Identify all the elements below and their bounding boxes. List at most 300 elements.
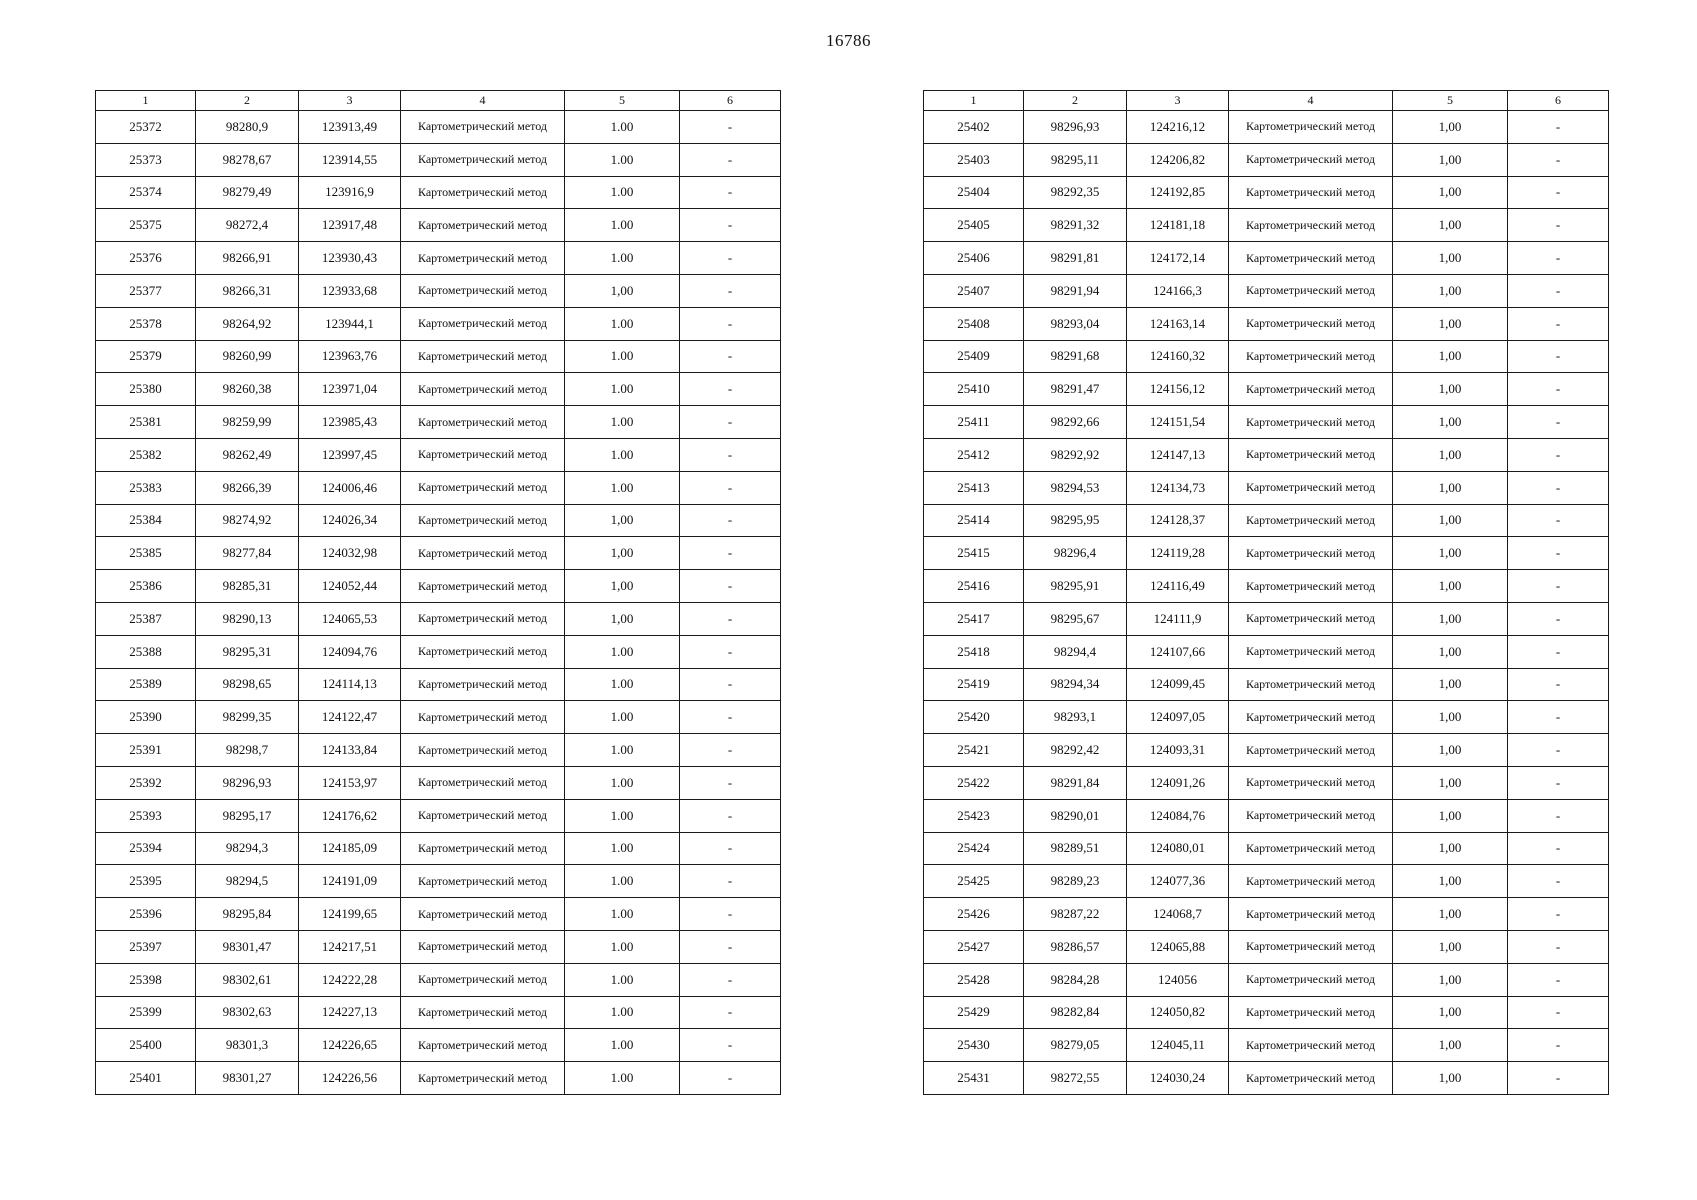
page-number: 16786: [826, 31, 871, 50]
description-cell: -: [1508, 176, 1609, 209]
precision-cell: 1.00: [565, 1029, 680, 1062]
table-row: [96, 635, 781, 668]
precision-cell: 1,00: [1393, 996, 1508, 1029]
x-coordinate-cell: 98274,92: [196, 504, 299, 537]
description-cell: -: [1508, 274, 1609, 307]
x-coordinate-cell: 98295,11: [1024, 143, 1127, 176]
x-coordinate-cell: 98295,67: [1024, 602, 1127, 635]
table-row: [924, 734, 1609, 767]
y-coordinate-cell: 124050,82: [1127, 996, 1229, 1029]
x-coordinate-cell: 98280,9: [196, 111, 299, 144]
precision-cell: 1,00: [1393, 930, 1508, 963]
description-cell: -: [1508, 832, 1609, 865]
description-cell: -: [1508, 996, 1609, 1029]
table-row: [924, 242, 1609, 275]
table-row: [924, 537, 1609, 570]
table-row: [924, 373, 1609, 406]
x-coordinate-cell: 98294,3: [196, 832, 299, 865]
column-header-3: 3: [1127, 91, 1229, 111]
precision-cell: 1.00: [565, 307, 680, 340]
description-cell: -: [680, 996, 781, 1029]
description-cell: -: [680, 373, 781, 406]
point-number-cell: 25385: [96, 537, 196, 570]
y-coordinate-cell: 123917,48: [299, 209, 401, 242]
table-row: [924, 930, 1609, 963]
point-number-cell: 25372: [96, 111, 196, 144]
description-cell: -: [1508, 1062, 1609, 1095]
method-cell: Картометрический метод: [401, 898, 565, 931]
precision-cell: 1,00: [1393, 209, 1508, 242]
x-coordinate-cell: 98296,93: [196, 766, 299, 799]
y-coordinate-cell: 124065,53: [299, 602, 401, 635]
point-number-cell: 25417: [924, 602, 1024, 635]
column-header-2: 2: [1024, 91, 1127, 111]
precision-cell: 1.00: [565, 963, 680, 996]
table-row: [924, 1062, 1609, 1095]
method-cell: Картометрический метод: [1229, 307, 1393, 340]
x-coordinate-cell: 98296,4: [1024, 537, 1127, 570]
x-coordinate-cell: 98291,81: [1024, 242, 1127, 275]
x-coordinate-cell: 98290,01: [1024, 799, 1127, 832]
method-cell: Картометрический метод: [401, 602, 565, 635]
table-row: [924, 832, 1609, 865]
point-number-cell: 25393: [96, 799, 196, 832]
y-coordinate-cell: 124122,47: [299, 701, 401, 734]
table-row: [924, 176, 1609, 209]
description-cell: -: [1508, 504, 1609, 537]
description-cell: -: [1508, 1029, 1609, 1062]
method-cell: Картометрический метод: [401, 373, 565, 406]
point-number-cell: 25430: [924, 1029, 1024, 1062]
y-coordinate-cell: 123914,55: [299, 143, 401, 176]
x-coordinate-cell: 98291,32: [1024, 209, 1127, 242]
description-cell: -: [680, 307, 781, 340]
precision-cell: 1,00: [1393, 373, 1508, 406]
x-coordinate-cell: 98294,34: [1024, 668, 1127, 701]
precision-cell: 1,00: [1393, 734, 1508, 767]
precision-cell: 1.00: [565, 406, 680, 439]
x-coordinate-cell: 98295,31: [196, 635, 299, 668]
point-number-cell: 25406: [924, 242, 1024, 275]
column-header-6: 6: [680, 91, 781, 111]
table-row: [96, 373, 781, 406]
y-coordinate-cell: 124045,11: [1127, 1029, 1229, 1062]
method-cell: Картометрический метод: [1229, 930, 1393, 963]
point-number-cell: 25392: [96, 766, 196, 799]
method-cell: Картометрический метод: [1229, 668, 1393, 701]
table-row: [96, 898, 781, 931]
method-cell: Картометрический метод: [1229, 635, 1393, 668]
precision-cell: 1,00: [1393, 799, 1508, 832]
method-cell: Картометрический метод: [401, 1062, 565, 1095]
precision-cell: 1,00: [1393, 963, 1508, 996]
method-cell: Картометрический метод: [1229, 504, 1393, 537]
method-cell: Картометрический метод: [401, 176, 565, 209]
y-coordinate-cell: 124191,09: [299, 865, 401, 898]
precision-cell: 1,00: [1393, 766, 1508, 799]
table-row: [96, 701, 781, 734]
y-coordinate-cell: 123997,45: [299, 438, 401, 471]
point-number-cell: 25409: [924, 340, 1024, 373]
point-number-cell: 25386: [96, 570, 196, 603]
x-coordinate-cell: 98272,55: [1024, 1062, 1127, 1095]
x-coordinate-cell: 98260,99: [196, 340, 299, 373]
method-cell: Картометрический метод: [1229, 537, 1393, 570]
x-coordinate-cell: 98298,7: [196, 734, 299, 767]
y-coordinate-cell: 124176,62: [299, 799, 401, 832]
y-coordinate-cell: 124185,09: [299, 832, 401, 865]
x-coordinate-cell: 98295,91: [1024, 570, 1127, 603]
method-cell: Картометрический метод: [401, 701, 565, 734]
column-header-3: 3: [299, 91, 401, 111]
table-row: [924, 996, 1609, 1029]
method-cell: Картометрический метод: [1229, 274, 1393, 307]
y-coordinate-cell: 124147,13: [1127, 438, 1229, 471]
y-coordinate-cell: 123971,04: [299, 373, 401, 406]
x-coordinate-cell: 98266,91: [196, 242, 299, 275]
point-number-cell: 25418: [924, 635, 1024, 668]
y-coordinate-cell: 124052,44: [299, 570, 401, 603]
point-number-cell: 25397: [96, 930, 196, 963]
point-number-cell: 25394: [96, 832, 196, 865]
y-coordinate-cell: 124030,24: [1127, 1062, 1229, 1095]
precision-cell: 1.00: [565, 176, 680, 209]
precision-cell: 1.00: [565, 340, 680, 373]
y-coordinate-cell: 124222,28: [299, 963, 401, 996]
table-row: [96, 734, 781, 767]
table-row: [924, 963, 1609, 996]
x-coordinate-cell: 98287,22: [1024, 898, 1127, 931]
table-row: [96, 799, 781, 832]
method-cell: Картометрический метод: [401, 668, 565, 701]
point-number-cell: 25400: [96, 1029, 196, 1062]
x-coordinate-cell: 98293,04: [1024, 307, 1127, 340]
description-cell: -: [680, 143, 781, 176]
description-cell: -: [680, 471, 781, 504]
method-cell: Картометрический метод: [1229, 373, 1393, 406]
table-row: [924, 504, 1609, 537]
y-coordinate-cell: 123930,43: [299, 242, 401, 275]
method-cell: Картометрический метод: [401, 865, 565, 898]
x-coordinate-cell: 98295,95: [1024, 504, 1127, 537]
table-row: [96, 340, 781, 373]
point-number-cell: 25425: [924, 865, 1024, 898]
y-coordinate-cell: 124151,54: [1127, 406, 1229, 439]
method-cell: Картометрический метод: [401, 930, 565, 963]
table-body: [96, 111, 781, 1095]
y-coordinate-cell: 124080,01: [1127, 832, 1229, 865]
table-row: [924, 898, 1609, 931]
x-coordinate-cell: 98289,23: [1024, 865, 1127, 898]
x-coordinate-cell: 98266,31: [196, 274, 299, 307]
x-coordinate-cell: 98293,1: [1024, 701, 1127, 734]
point-number-cell: 25428: [924, 963, 1024, 996]
y-coordinate-cell: 123944,1: [299, 307, 401, 340]
description-cell: -: [680, 734, 781, 767]
table-row: [96, 602, 781, 635]
precision-cell: 1.00: [565, 865, 680, 898]
y-coordinate-cell: 124091,26: [1127, 766, 1229, 799]
method-cell: Картометрический метод: [1229, 471, 1393, 504]
description-cell: -: [1508, 766, 1609, 799]
precision-cell: 1,00: [1393, 1029, 1508, 1062]
table-row: [924, 766, 1609, 799]
point-number-cell: 25383: [96, 471, 196, 504]
method-cell: Картометрический метод: [401, 471, 565, 504]
x-coordinate-cell: 98272,4: [196, 209, 299, 242]
table-row: [924, 274, 1609, 307]
y-coordinate-cell: 124172,14: [1127, 242, 1229, 275]
precision-cell: 1.00: [565, 438, 680, 471]
precision-cell: 1.00: [565, 832, 680, 865]
column-header-5: 5: [1393, 91, 1508, 111]
point-number-cell: 25422: [924, 766, 1024, 799]
precision-cell: 1,00: [1393, 406, 1508, 439]
method-cell: Картометрический метод: [1229, 865, 1393, 898]
method-cell: Картометрический метод: [401, 996, 565, 1029]
table-row: [924, 406, 1609, 439]
method-cell: Картометрический метод: [401, 504, 565, 537]
method-cell: Картометрический метод: [1229, 242, 1393, 275]
description-cell: -: [680, 209, 781, 242]
x-coordinate-cell: 98264,92: [196, 307, 299, 340]
description-cell: -: [1508, 471, 1609, 504]
table-row: [96, 406, 781, 439]
y-coordinate-cell: 124153,97: [299, 766, 401, 799]
table-row: [96, 766, 781, 799]
point-number-cell: 25377: [96, 274, 196, 307]
table-row: [96, 1029, 781, 1062]
method-cell: Картометрический метод: [1229, 898, 1393, 931]
precision-cell: 1,00: [1393, 832, 1508, 865]
x-coordinate-cell: 98262,49: [196, 438, 299, 471]
point-number-cell: 25414: [924, 504, 1024, 537]
precision-cell: 1,00: [565, 570, 680, 603]
header-row: [924, 91, 1609, 111]
y-coordinate-cell: 124217,51: [299, 930, 401, 963]
y-coordinate-cell: 124056: [1127, 963, 1229, 996]
precision-cell: 1.00: [565, 209, 680, 242]
table-row: [924, 799, 1609, 832]
precision-cell: 1.00: [565, 734, 680, 767]
method-cell: Картометрический метод: [1229, 602, 1393, 635]
method-cell: Картометрический метод: [1229, 701, 1393, 734]
y-coordinate-cell: 124111,9: [1127, 602, 1229, 635]
x-coordinate-cell: 98260,38: [196, 373, 299, 406]
table-row: [924, 602, 1609, 635]
table-row: [96, 438, 781, 471]
x-coordinate-cell: 98301,47: [196, 930, 299, 963]
precision-cell: 1,00: [1393, 1062, 1508, 1095]
column-header-5: 5: [565, 91, 680, 111]
y-coordinate-cell: 123916,9: [299, 176, 401, 209]
table-row: [96, 537, 781, 570]
y-coordinate-cell: 123933,68: [299, 274, 401, 307]
y-coordinate-cell: 124107,66: [1127, 635, 1229, 668]
point-number-cell: 25413: [924, 471, 1024, 504]
column-header-4: 4: [1229, 91, 1393, 111]
point-number-cell: 25426: [924, 898, 1024, 931]
x-coordinate-cell: 98291,84: [1024, 766, 1127, 799]
point-number-cell: 25411: [924, 406, 1024, 439]
precision-cell: 1.00: [565, 898, 680, 931]
table-row: [96, 570, 781, 603]
description-cell: -: [1508, 668, 1609, 701]
description-cell: -: [680, 242, 781, 275]
column-header-6: 6: [1508, 91, 1609, 111]
description-cell: -: [680, 898, 781, 931]
point-number-cell: 25401: [96, 1062, 196, 1095]
point-number-cell: 25420: [924, 701, 1024, 734]
x-coordinate-cell: 98294,53: [1024, 471, 1127, 504]
point-number-cell: 25412: [924, 438, 1024, 471]
y-coordinate-cell: 124226,65: [299, 1029, 401, 1062]
description-cell: -: [680, 504, 781, 537]
table-row: [924, 1029, 1609, 1062]
method-cell: Картометрический метод: [1229, 766, 1393, 799]
precision-cell: 1,00: [1393, 143, 1508, 176]
y-coordinate-cell: 124084,76: [1127, 799, 1229, 832]
y-coordinate-cell: 124065,88: [1127, 930, 1229, 963]
table-row: [96, 865, 781, 898]
method-cell: Картометрический метод: [401, 274, 565, 307]
point-number-cell: 25375: [96, 209, 196, 242]
point-number-cell: 25378: [96, 307, 196, 340]
description-cell: -: [680, 766, 781, 799]
x-coordinate-cell: 98285,31: [196, 570, 299, 603]
precision-cell: 1.00: [565, 930, 680, 963]
description-cell: -: [1508, 734, 1609, 767]
table-row: [924, 209, 1609, 242]
point-number-cell: 25410: [924, 373, 1024, 406]
description-cell: -: [680, 1029, 781, 1062]
y-coordinate-cell: 124094,76: [299, 635, 401, 668]
y-coordinate-cell: 124097,05: [1127, 701, 1229, 734]
x-coordinate-cell: 98296,93: [1024, 111, 1127, 144]
x-coordinate-cell: 98301,27: [196, 1062, 299, 1095]
method-cell: Картометрический метод: [401, 111, 565, 144]
y-coordinate-cell: 124206,82: [1127, 143, 1229, 176]
description-cell: -: [680, 668, 781, 701]
method-cell: Картометрический метод: [1229, 406, 1393, 439]
table-row: [924, 438, 1609, 471]
point-number-cell: 25396: [96, 898, 196, 931]
precision-cell: 1,00: [1393, 340, 1508, 373]
method-cell: Картометрический метод: [1229, 799, 1393, 832]
description-cell: -: [680, 537, 781, 570]
y-coordinate-cell: 124026,34: [299, 504, 401, 537]
point-number-cell: 25429: [924, 996, 1024, 1029]
point-number-cell: 25415: [924, 537, 1024, 570]
y-coordinate-cell: 124181,18: [1127, 209, 1229, 242]
table-row: [96, 963, 781, 996]
method-cell: Картометрический метод: [401, 438, 565, 471]
x-coordinate-cell: 98277,84: [196, 537, 299, 570]
x-coordinate-cell: 98259,99: [196, 406, 299, 439]
precision-cell: 1.00: [565, 242, 680, 275]
table-row: [924, 340, 1609, 373]
precision-cell: 1.00: [565, 635, 680, 668]
method-cell: Картометрический метод: [401, 963, 565, 996]
table-header: [924, 91, 1609, 111]
description-cell: -: [680, 570, 781, 603]
description-cell: -: [680, 1062, 781, 1095]
table-row: [924, 111, 1609, 144]
precision-cell: 1,00: [1393, 111, 1508, 144]
column-header-1: 1: [96, 91, 196, 111]
point-number-cell: 25423: [924, 799, 1024, 832]
description-cell: -: [1508, 635, 1609, 668]
table-row: [924, 635, 1609, 668]
point-number-cell: 25376: [96, 242, 196, 275]
description-cell: -: [1508, 537, 1609, 570]
point-number-cell: 25387: [96, 602, 196, 635]
column-header-1: 1: [924, 91, 1024, 111]
y-coordinate-cell: 124226,56: [299, 1062, 401, 1095]
point-number-cell: 25390: [96, 701, 196, 734]
table-row: [96, 307, 781, 340]
point-number-cell: 25373: [96, 143, 196, 176]
precision-cell: 1,00: [1393, 274, 1508, 307]
method-cell: Картометрический метод: [401, 635, 565, 668]
method-cell: Картометрический метод: [401, 799, 565, 832]
y-coordinate-cell: 124192,85: [1127, 176, 1229, 209]
description-cell: -: [1508, 209, 1609, 242]
description-cell: -: [1508, 898, 1609, 931]
description-cell: -: [680, 111, 781, 144]
description-cell: -: [1508, 373, 1609, 406]
method-cell: Картометрический метод: [1229, 1029, 1393, 1062]
table-row: [96, 471, 781, 504]
x-coordinate-cell: 98289,51: [1024, 832, 1127, 865]
description-cell: -: [680, 832, 781, 865]
precision-cell: 1,00: [1393, 602, 1508, 635]
method-cell: Картометрический метод: [401, 537, 565, 570]
table-row: [924, 701, 1609, 734]
description-cell: -: [1508, 242, 1609, 275]
precision-cell: 1,00: [1393, 471, 1508, 504]
precision-cell: 1.00: [565, 668, 680, 701]
x-coordinate-cell: 98302,63: [196, 996, 299, 1029]
method-cell: Картометрический метод: [1229, 963, 1393, 996]
point-number-cell: 25404: [924, 176, 1024, 209]
point-number-cell: 25416: [924, 570, 1024, 603]
method-cell: Картометрический метод: [1229, 996, 1393, 1029]
precision-cell: 1.00: [565, 799, 680, 832]
x-coordinate-cell: 98284,28: [1024, 963, 1127, 996]
description-cell: -: [680, 274, 781, 307]
method-cell: Картометрический метод: [1229, 1062, 1393, 1095]
x-coordinate-cell: 98301,3: [196, 1029, 299, 1062]
method-cell: Картометрический метод: [401, 209, 565, 242]
point-number-cell: 25419: [924, 668, 1024, 701]
x-coordinate-cell: 98291,94: [1024, 274, 1127, 307]
method-cell: Картометрический метод: [1229, 340, 1393, 373]
point-number-cell: 25402: [924, 111, 1024, 144]
point-number-cell: 25381: [96, 406, 196, 439]
method-cell: Картометрический метод: [401, 307, 565, 340]
method-cell: Картометрический метод: [1229, 438, 1393, 471]
y-coordinate-cell: 124128,37: [1127, 504, 1229, 537]
point-number-cell: 25427: [924, 930, 1024, 963]
x-coordinate-cell: 98299,35: [196, 701, 299, 734]
x-coordinate-cell: 98295,84: [196, 898, 299, 931]
description-cell: -: [680, 963, 781, 996]
y-coordinate-cell: 124199,65: [299, 898, 401, 931]
y-coordinate-cell: 124216,12: [1127, 111, 1229, 144]
y-coordinate-cell: 123963,76: [299, 340, 401, 373]
table-row: [96, 209, 781, 242]
